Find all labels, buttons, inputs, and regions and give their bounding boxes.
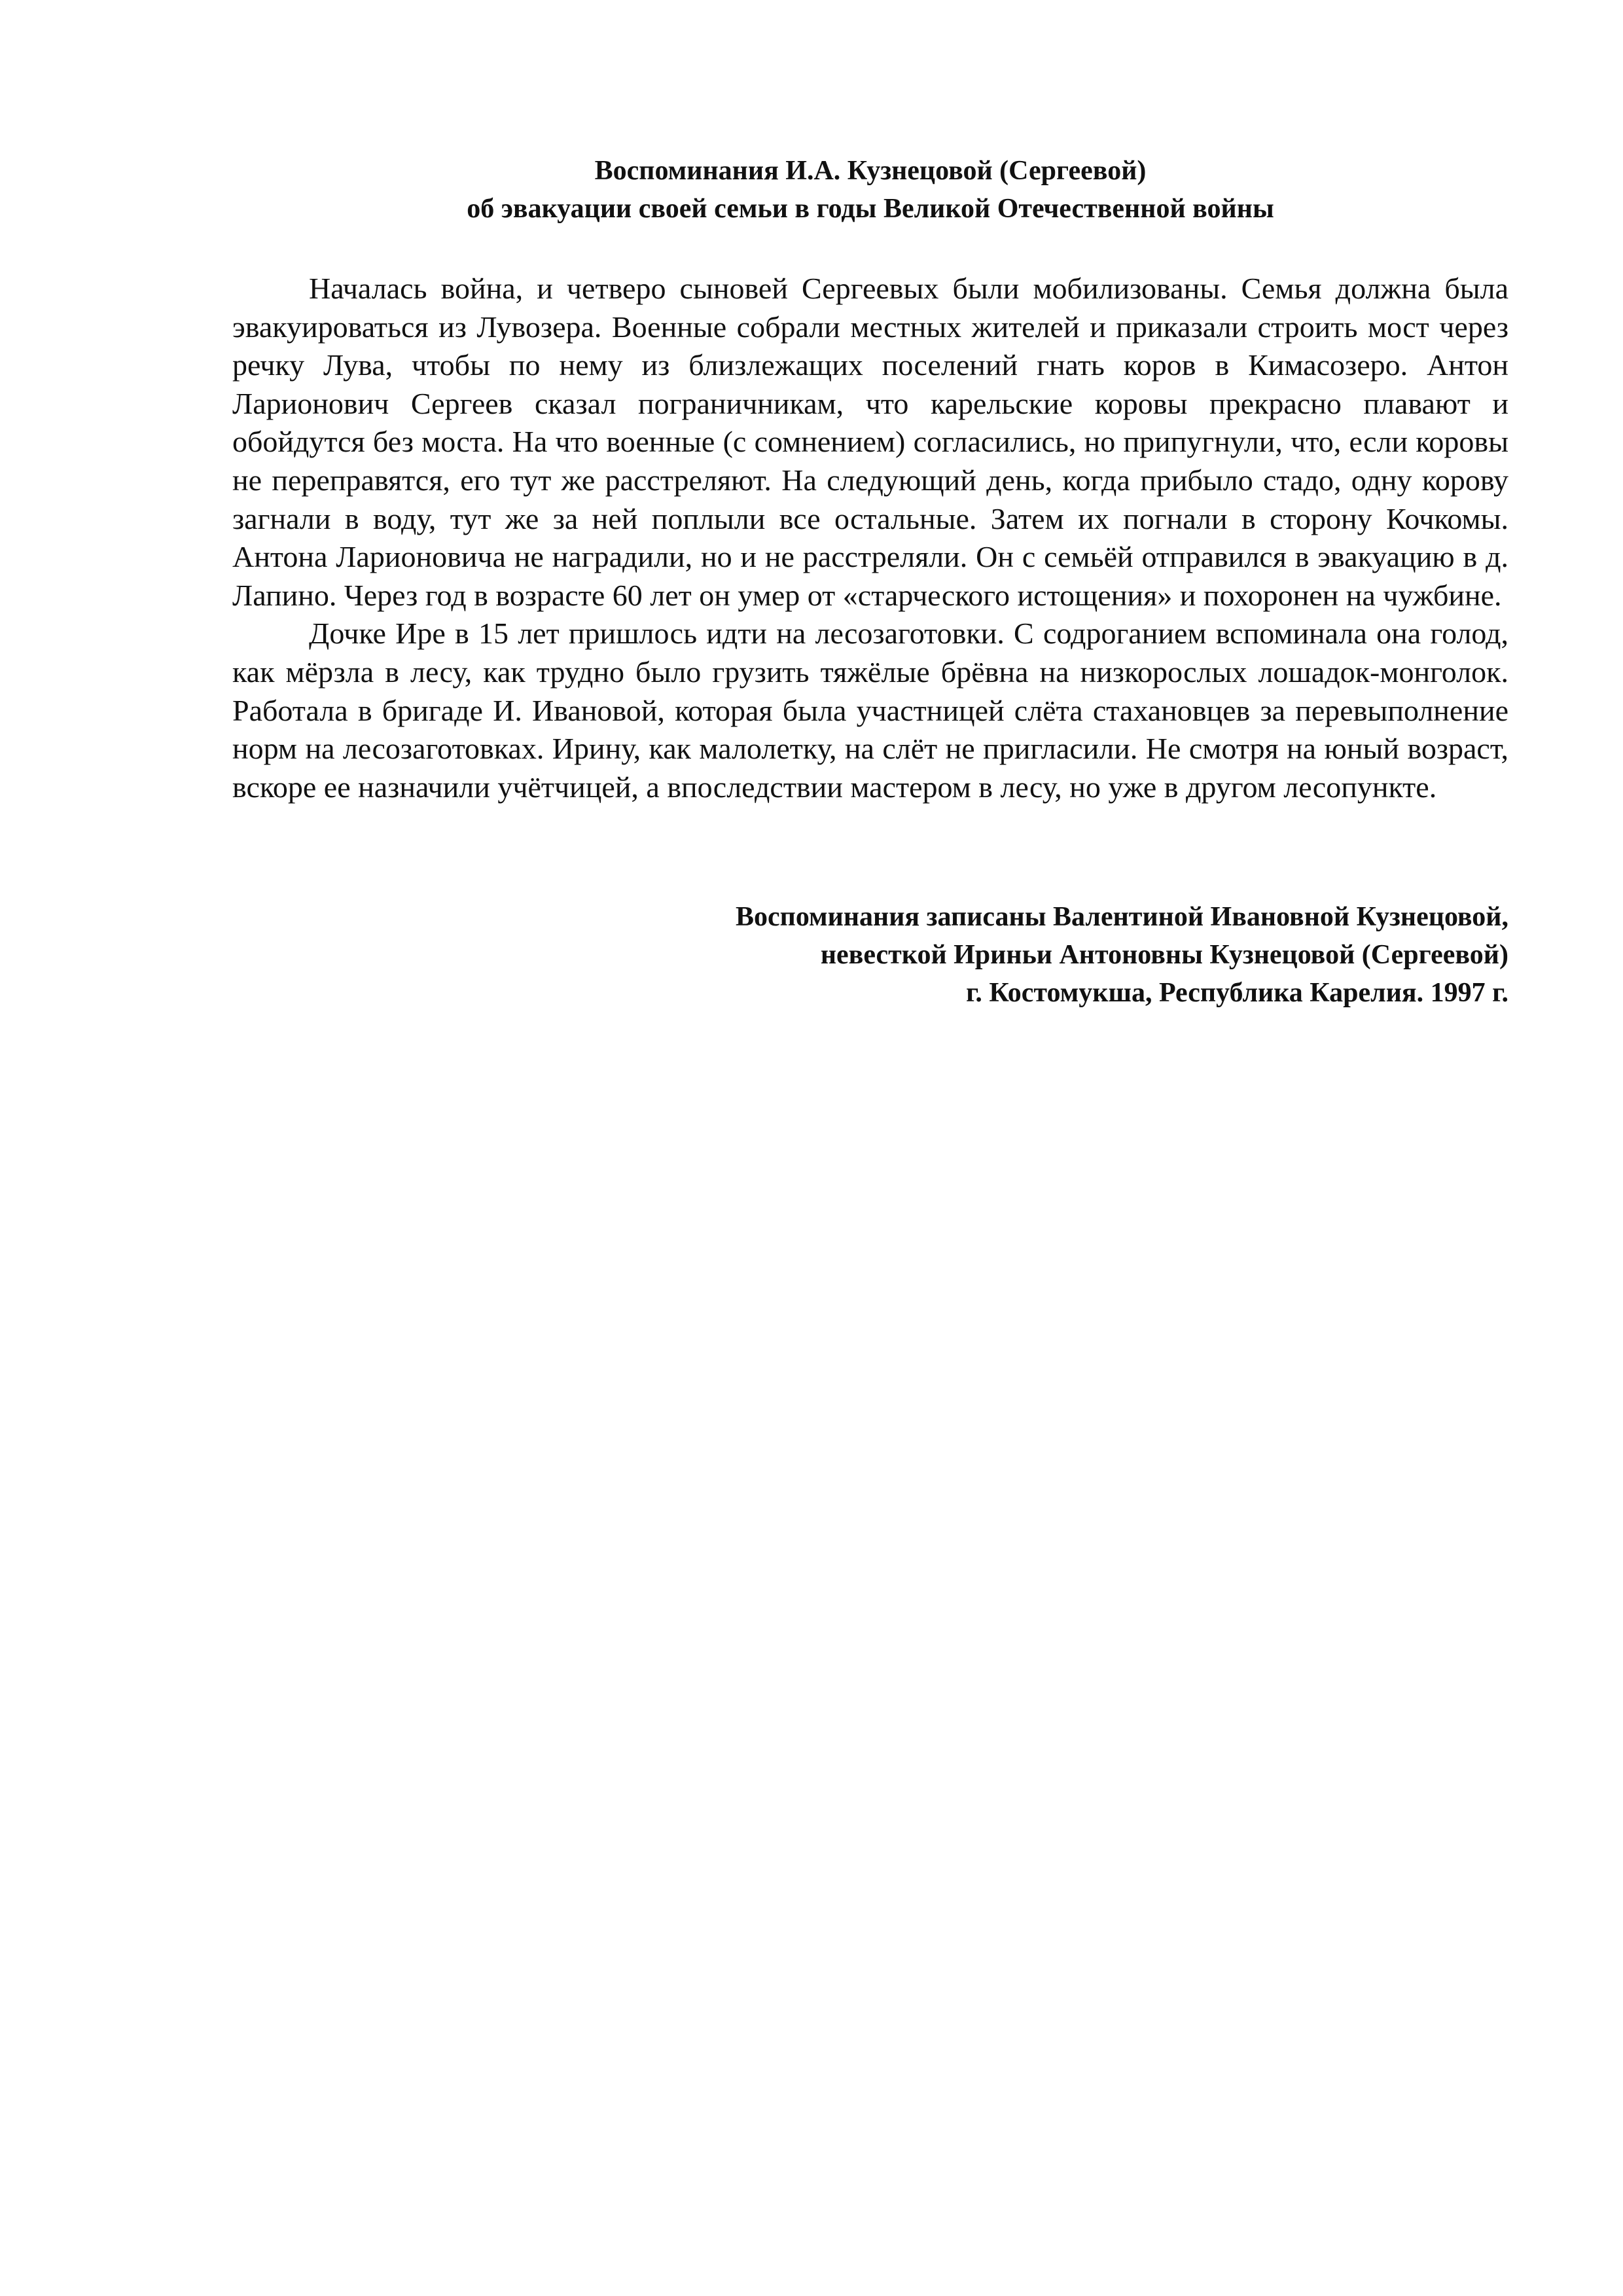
signature-block bbox=[232, 898, 1508, 1012]
signature-line-1: Воспоминания записаны Валентиной Ивановной Кузнецовой, bbox=[735, 902, 1508, 932]
title-line-1: Воспоминания И.А. Кузнецовой (Сергеевой) bbox=[594, 156, 1147, 186]
document-title bbox=[232, 152, 1508, 228]
paragraph-2: Дочке Ире в 15 лет пришлось идти на лесозаготовки. С содроганием вспоминала она голод, как мёрзла в лесу, как трудно было грузить тяжёлые брёвна на низкорослых лошадок-монголок. Работала в бригаде И. Ивановой, которая была участницей слёта стахановцев за перевыполнение норм на лесозаготовках. Ирину, как малолетку, на слёт не пригласили. Не смотря на юный возраст, вскоре ее назначили учётчицей, а впоследствии мастером в лесу, но уже в другом лесопункте. bbox=[232, 617, 1508, 804]
title-line-2: об эвакуации своей семьи в годы Великой Отечественной войны bbox=[467, 194, 1274, 224]
paragraph-1: Началась война, и четверо сыновей Сергеевых были мобилизованы. Семья должна была эвакуироваться из Лувозера. Военные собрали местных жителей и приказали строить мост через речку Лува, чтобы по нему из близлежащих поселений гнать коров в Кимасозеро. Антон Ларионович Сергеев сказал пограничникам, что карельские коровы прекрасно плавают и обойдутся без моста. На что военные (с сомнением) согласились, но припугнули, что, если коровы не переправятся, его тут же расстреляют. На следующий день, когда прибыло стадо, одну корову загнали в воду, тут же за ней поплыли все остальные. Затем их погнали в сторону Кочкомы. Антона Ларионовича не наградили, но и не расстреляли. Он с семьёй отправился в эвакуацию в д. Лапино. Через год в возрасте 60 лет он умер от «старческого истощения» и похоронен на чужбине. bbox=[232, 272, 1508, 612]
signature-line-3: г. Костомукша, Республика Карелия. 1997 г. bbox=[966, 978, 1508, 1008]
document-body bbox=[232, 270, 1508, 806]
signature-line-2: невесткой Ириньи Антоновны Кузнецовой (Сергеевой) bbox=[820, 940, 1508, 970]
